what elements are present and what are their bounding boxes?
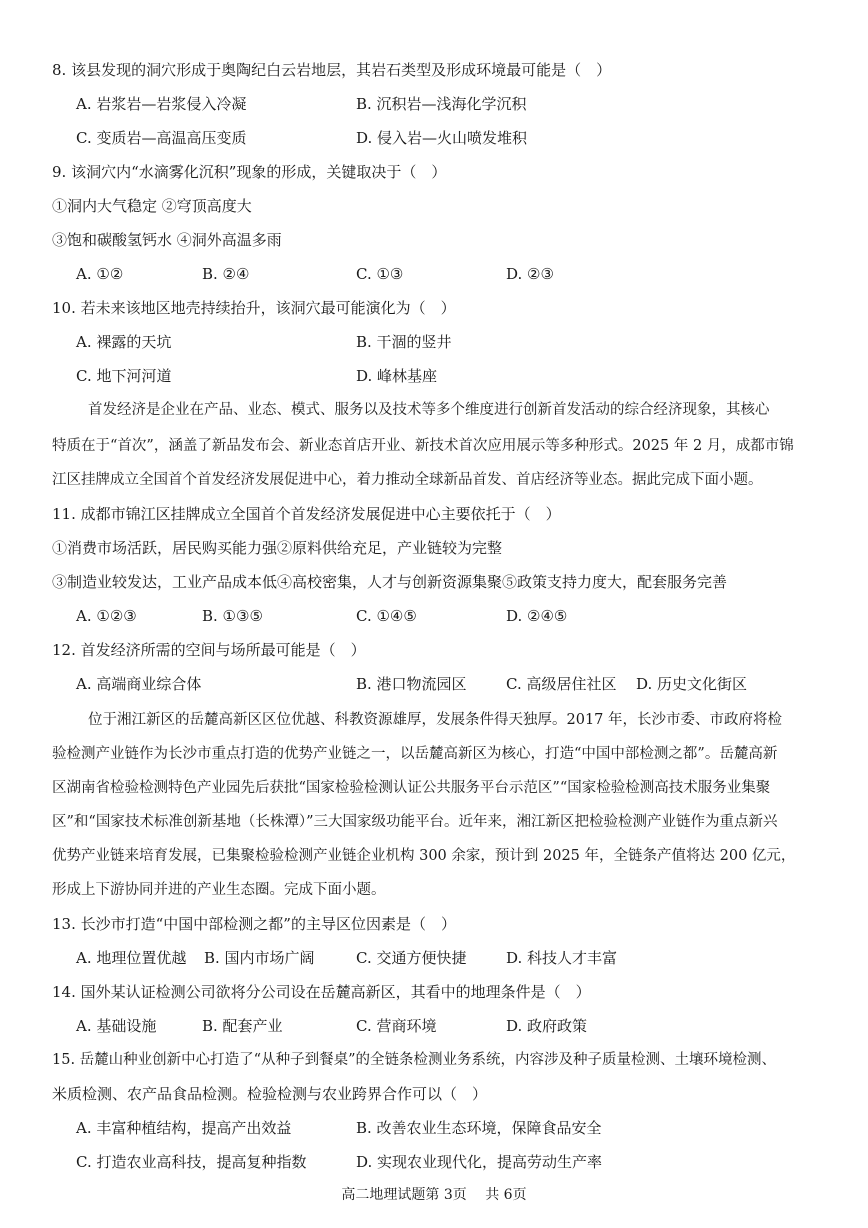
q10-stem: 10. 若未来该地区地壳持续抬升，该洞穴最可能演化为（ ）	[52, 299, 456, 317]
passage2-line-3: 区湖南省检验检测特色产业园先后获批“国家检验检测认证公共服务平台示范区”“国家检验检测高技术服务业集聚	[52, 780, 771, 796]
q12-option-b: B. 港口物流园区	[356, 675, 467, 693]
q13-option-d: D. 科技人才丰富	[506, 949, 618, 967]
q11-option-b: B. ①③⑤	[202, 607, 263, 625]
q8-stem: 8. 该县发现的洞穴形成于奥陶纪白云岩地层，其岩石类型及形成环境最可能是（ ）	[52, 61, 612, 79]
q9-option-d: D. ②③	[506, 265, 554, 283]
q14-stem: 14. 国外某认证检测公司欲将分公司设在岳麓高新区，其看中的地理条件是（ ）	[52, 983, 591, 1001]
passage1-line-3: 江区挂牌成立全国首个首发经济发展促进中心，着力推动全球新品首发、首店经济等业态。据此完成下面小题。	[52, 472, 763, 488]
q9-condition-1: ①洞内大气稳定 ②穹顶高度大	[52, 197, 252, 215]
q8-option-c: C. 变质岩—高温高压变质	[76, 129, 247, 147]
q14-option-a: A. 基础设施	[76, 1017, 157, 1035]
passage2-line-5: 优势产业链来培育发展，已集聚检验检测产业链企业机构 300 余家，预计到 2025 年，全链条产值将达 200 亿元，	[52, 848, 796, 864]
q11-stem: 11. 成都市锦江区挂牌成立全国首个首发经济发展促进中心主要依托于（ ）	[52, 505, 561, 523]
q15-stem-line-1: 15. 岳麓山种业创新中心打造了“从种子到餐桌”的全链条检测业务系统，内容涉及种子质量检测、土壤环境检测、	[52, 1052, 776, 1068]
passage2-line-4: 区”和“国家技术标准创新基地（长株潭）”三大国家级功能平台。近年来，湘江新区把检验检测产业链作为重点新兴	[52, 814, 778, 830]
passage1-line-2: 特质在于“首次”，涵盖了新品发布会、新业态首店开业、新技术首次应用展示等多种形式。2025 年 2 月，成都市锦	[52, 438, 794, 454]
q13-stem: 13. 长沙市打造“中国中部检测之都”的主导区位因素是（ ）	[52, 915, 456, 933]
q14-option-b: B. 配套产业	[202, 1017, 283, 1035]
q8-option-d: D. 侵入岩—火山喷发堆积	[356, 129, 528, 147]
q12-option-c: C. 高级居住社区	[506, 675, 617, 693]
q11-condition-1: ①消费市场活跃，居民购买能力强②原料供给充足，产业链较为完整	[52, 539, 503, 557]
q11-option-a: A. ①②③	[76, 607, 137, 625]
page-footer: 高二地理试题第 3页 共 6页	[341, 1187, 527, 1203]
q11-option-c: C. ①④⑤	[356, 607, 417, 625]
q11-option-d: D. ②④⑤	[506, 607, 568, 625]
passage2-line-2: 验检测产业链作为长沙市重点打造的优势产业链之一，以岳麓高新区为核心，打造“中国中部检测之都”。岳麓高新	[52, 746, 778, 762]
q9-option-b: B. ②④	[202, 265, 250, 283]
q15-option-b: B. 改善农业生态环境，保障食品安全	[356, 1119, 602, 1137]
q9-option-c: C. ①③	[356, 265, 404, 283]
q9-stem: 9. 该洞穴内“水滴雾化沉积”现象的形成，关键取决于（ ）	[52, 163, 447, 181]
q11-condition-2: ③制造业较发达，工业产品成本低④高校密集，人才与创新资源集聚⑤政策支持力度大，配套服务完善	[52, 573, 728, 591]
q13-option-c: C. 交通方便快捷	[356, 949, 467, 967]
q14-option-c: C. 营商环境	[356, 1017, 437, 1035]
passage1-line-1: 首发经济是企业在产品、业态、模式、服务以及技术等多个维度进行创新首发活动的综合经济现象，其核心	[88, 402, 770, 418]
q10-option-a: A. 裸露的天坑	[76, 333, 172, 351]
q13-option-b: B. 国内市场广阔	[204, 949, 315, 967]
q10-option-d: D. 峰林基座	[356, 367, 438, 385]
q15-option-c: C. 打造农业高科技，提高复种指数	[76, 1153, 307, 1171]
q14-option-d: D. 政府政策	[506, 1017, 588, 1035]
q15-stem-line-2: 米质检测、农产品食品检测。检验检测与农业跨界合作可以（ ）	[52, 1085, 488, 1103]
q9-condition-2: ③饱和碳酸氢钙水 ④洞外高温多雨	[52, 231, 282, 249]
passage2-line-6: 形成上下游协同并进的产业生态圈。完成下面小题。	[52, 882, 386, 898]
q12-option-a: A. 高端商业综合体	[76, 675, 202, 693]
q10-option-b: B. 干涸的竖井	[356, 333, 452, 351]
passage2-line-1: 位于湘江新区的岳麓高新区区位优越、科教资源雄厚，发展条件得天独厚。2017 年，长沙市委、市政府将检	[88, 712, 783, 728]
q15-option-d: D. 实现农业现代化，提高劳动生产率	[356, 1153, 603, 1171]
q8-option-b: B. 沉积岩—浅海化学沉积	[356, 95, 527, 113]
q12-option-d: D. 历史文化街区	[636, 675, 748, 693]
q12-stem: 12. 首发经济所需的空间与场所最可能是（ ）	[52, 641, 366, 659]
q10-option-c: C. 地下河河道	[76, 367, 172, 385]
q15-option-a: A. 丰富种植结构，提高产出效益	[76, 1119, 292, 1137]
q9-option-a: A. ①②	[76, 265, 124, 283]
q13-option-a: A. 地理位置优越	[76, 949, 187, 967]
q8-option-a: A. 岩浆岩—岩浆侵入冷凝	[76, 95, 247, 113]
